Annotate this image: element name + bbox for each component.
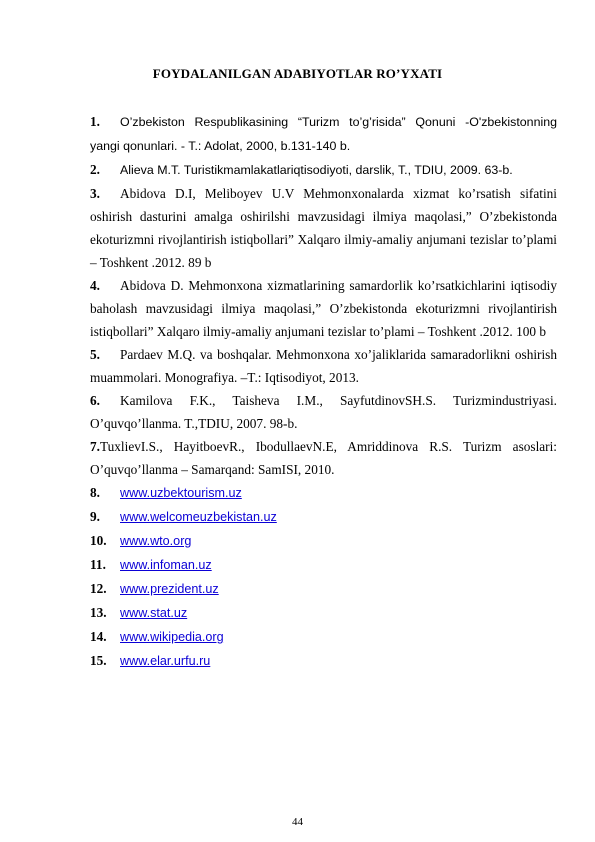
reference-link[interactable]: www.uzbektourism.uz	[120, 486, 242, 500]
page-title: FOYDALANILGAN ADABIYOTLAR RO’YXATI	[152, 66, 443, 81]
reference-text: Kamilova F.K., Taisheva I.M., SayfutdinovSH.S. Turizmindustriyasi. O’quvqo’llanma. T.,TDIU, 2007. 98-b.	[90, 393, 557, 431]
reference-text: TuxlievI.S., HayitboevR., IbodullaevN.E, Amriddinova R.S. Turizm asoslari: O’quvqo’llanma – Samarqand: SamISI, 2010.	[90, 439, 557, 477]
reference-number: 13.	[90, 605, 107, 620]
list-item	[90, 182, 557, 274]
list-item	[90, 625, 557, 649]
reference-link[interactable]: www.stat.uz	[120, 606, 188, 620]
list-item	[90, 110, 557, 158]
list-item	[90, 577, 557, 601]
reference-number: 11.	[90, 557, 106, 572]
reference-number: 9.	[90, 509, 100, 524]
reference-number: 5.	[90, 347, 100, 362]
reference-link[interactable]: www.welcomeuzbekistan.uz	[120, 510, 277, 524]
list-item	[90, 274, 557, 343]
reference-text: Pardaev M.Q. va boshqalar. Mehmonxona xo’jaliklarida samaradorlikni oshirish muammolari. Monografiya. –T.: Iqtisodiyot, 2013.	[90, 347, 557, 385]
reference-number: 12.	[90, 581, 107, 596]
reference-number: 7.	[90, 439, 100, 454]
reference-number: 14.	[90, 629, 107, 644]
list-item	[90, 389, 557, 435]
reference-text: Abidova D. Mehmonxona xizmatlarining samardorlik ko’rsatkichlarini iqtisodiy baholash mavzusidagi ilmiya maqolasi,” O’zbekistonda ekoturizmni rivojlantirish istiqbollari” Xalqaro ilmiy-amaliy anjumani tezislar to’plami – Toshkent .2012. 100 b	[90, 278, 557, 339]
reference-number: 10.	[90, 533, 107, 548]
reference-number: 15.	[90, 653, 107, 668]
reference-link[interactable]: www.wikipedia.org	[120, 630, 224, 644]
reference-number: 2.	[90, 162, 100, 177]
reference-text: Abidova D.I, Meliboyev U.V Mehmonxonalarda xizmat ko’rsatish sifatini oshirish dasturini amalga oshirilshi mavzusidagi ilmiya maqolasi,” O’zbekistonda ekoturizmni rivojlantirish istiqbollari” Xalqaro ilmiy-amaliy anjumani tezislar to’plami – Toshkent .2012. 89 b	[90, 186, 557, 270]
reference-link[interactable]: www.infoman.uz	[120, 558, 212, 572]
reference-number: 3.	[90, 186, 100, 201]
reference-number: 1.	[90, 114, 100, 129]
reference-number: 6.	[90, 393, 100, 408]
list-item	[90, 481, 557, 505]
list-item	[90, 435, 557, 481]
reference-link[interactable]: www.wto.org	[120, 534, 192, 548]
reference-number: 4.	[90, 278, 100, 293]
page-number: 44	[292, 816, 303, 828]
reference-text: O’zbekiston Respublikasining “Turizm to’g’risida” Qonuni -O'zbekistonning yangi qonunlari. - T.: Adolat, 2000, b.131-140 b.	[90, 115, 557, 153]
list-item	[90, 649, 557, 673]
reference-text: Alieva M.T. Turistikmamlakatlariqtisodiyoti, darslik, T., TDIU, 2009. 63-b.	[120, 163, 513, 177]
list-item	[90, 158, 557, 182]
list-item	[90, 343, 557, 389]
reference-list	[90, 110, 557, 673]
list-item	[90, 553, 557, 577]
list-item	[90, 601, 557, 625]
reference-link[interactable]: www.prezident.uz	[120, 582, 219, 596]
list-item	[90, 505, 557, 529]
reference-link[interactable]: www.elar.urfu.ru	[120, 654, 211, 668]
reference-number: 8.	[90, 485, 100, 500]
list-item	[90, 529, 557, 553]
